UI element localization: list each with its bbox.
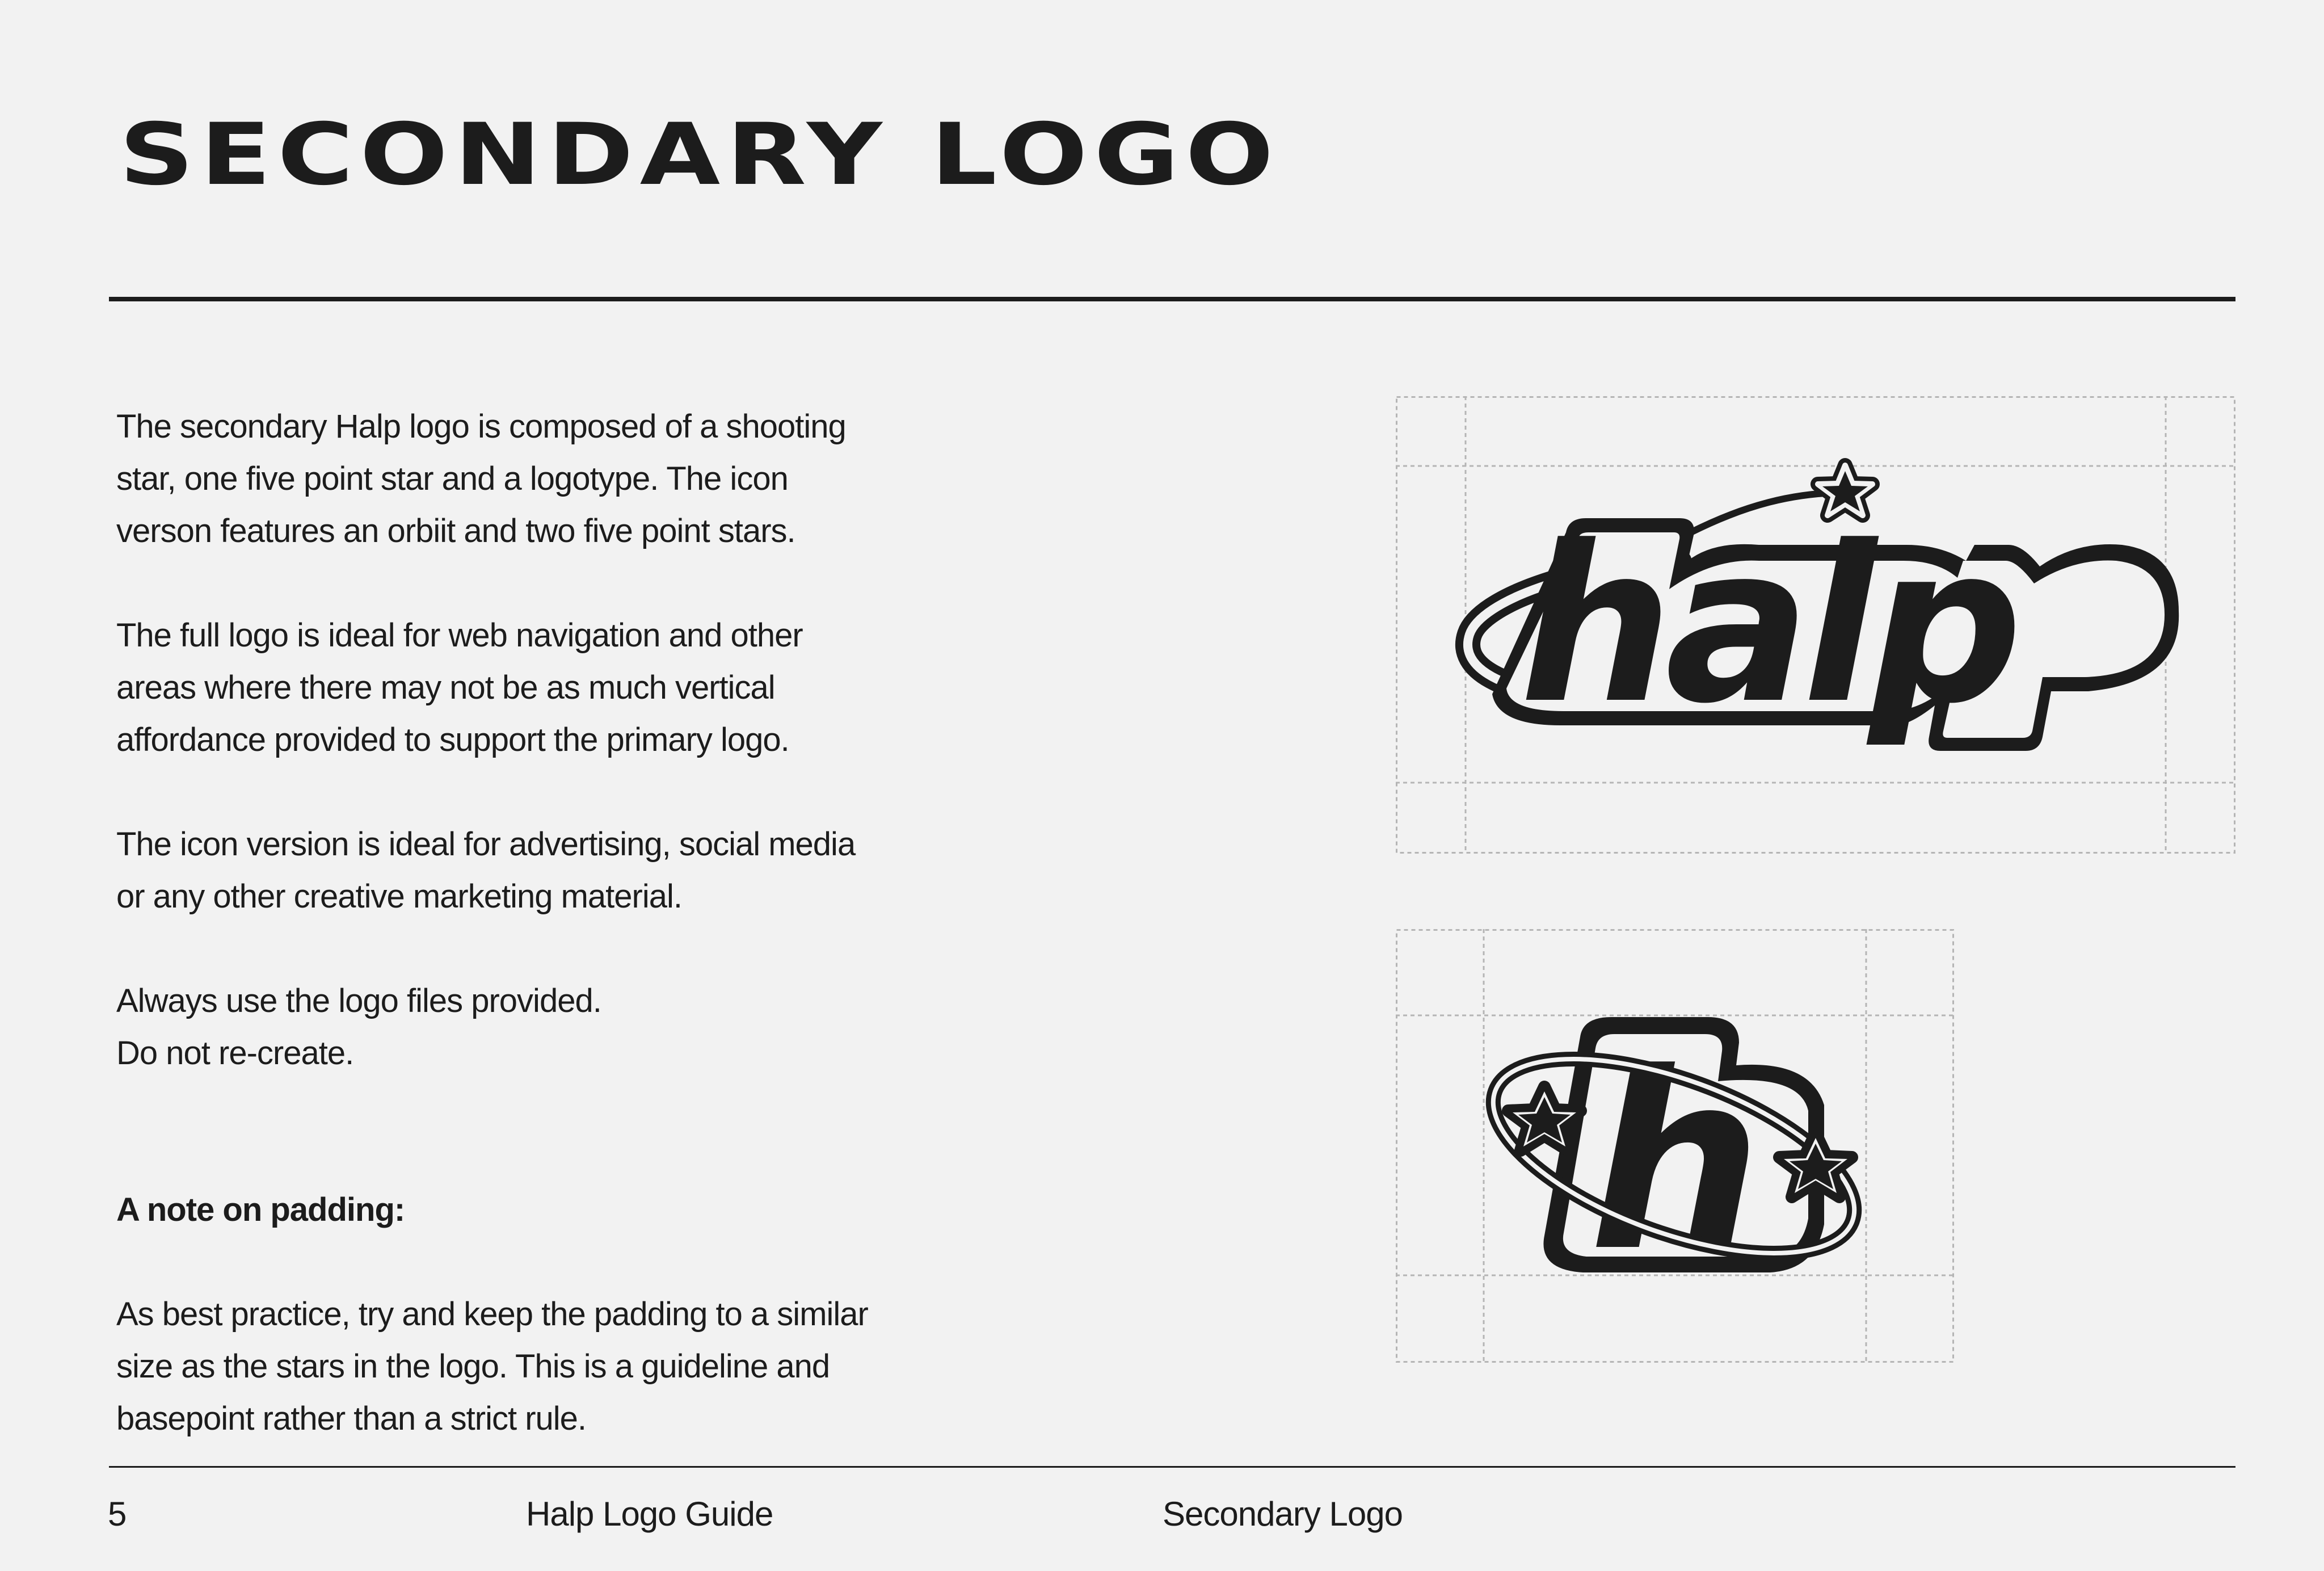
halp-wordmark-text: halp [1519,499,2015,751]
padding-note-text: As best practice, try and keep the padding to a similar size as the stars in the logo. This is a guideline and basepoint rather than a strict rule. [116,1296,868,1437]
full-logo-panel [1396,396,2235,854]
footer-section-title: Secondary Logo [1163,1495,1403,1533]
body-copy [116,401,1081,1445]
footer-page-number: 5 [108,1495,127,1533]
header-divider [109,297,2235,301]
icon-logo-panel [1396,929,1954,1363]
orbit-stars-icon [1469,1017,1879,1305]
footer-divider [109,1466,2235,1468]
footer-document-title: Halp Logo Guide [526,1495,773,1533]
padding-note [116,1132,1081,1445]
page-title: SECONDARY LOGO [119,106,1280,204]
icon-letter-h: h [1589,1021,1763,1305]
halp-wordmark [1492,499,2179,751]
icon-logo-graphic [1396,929,1954,1363]
icon-usage-paragraph: The icon version is ideal for advertising, social media or any other creative marketing material. [116,826,856,915]
logo-files-paragraph: Always use the logo files provided. Do not re-create. [116,982,601,1072]
full-logo-usage-paragraph: The full logo is ideal for web navigation and other areas where there may not be as much vertical affordance provided to support the primary logo. [116,617,803,758]
padding-note-heading: A note on padding: [116,1191,405,1228]
full-logo-graphic [1396,396,2235,854]
intro-paragraph: The secondary Halp logo is composed of a shooting star, one five point star and a logotype. The icon verson features an orbiit and two five point stars. [116,408,846,549]
